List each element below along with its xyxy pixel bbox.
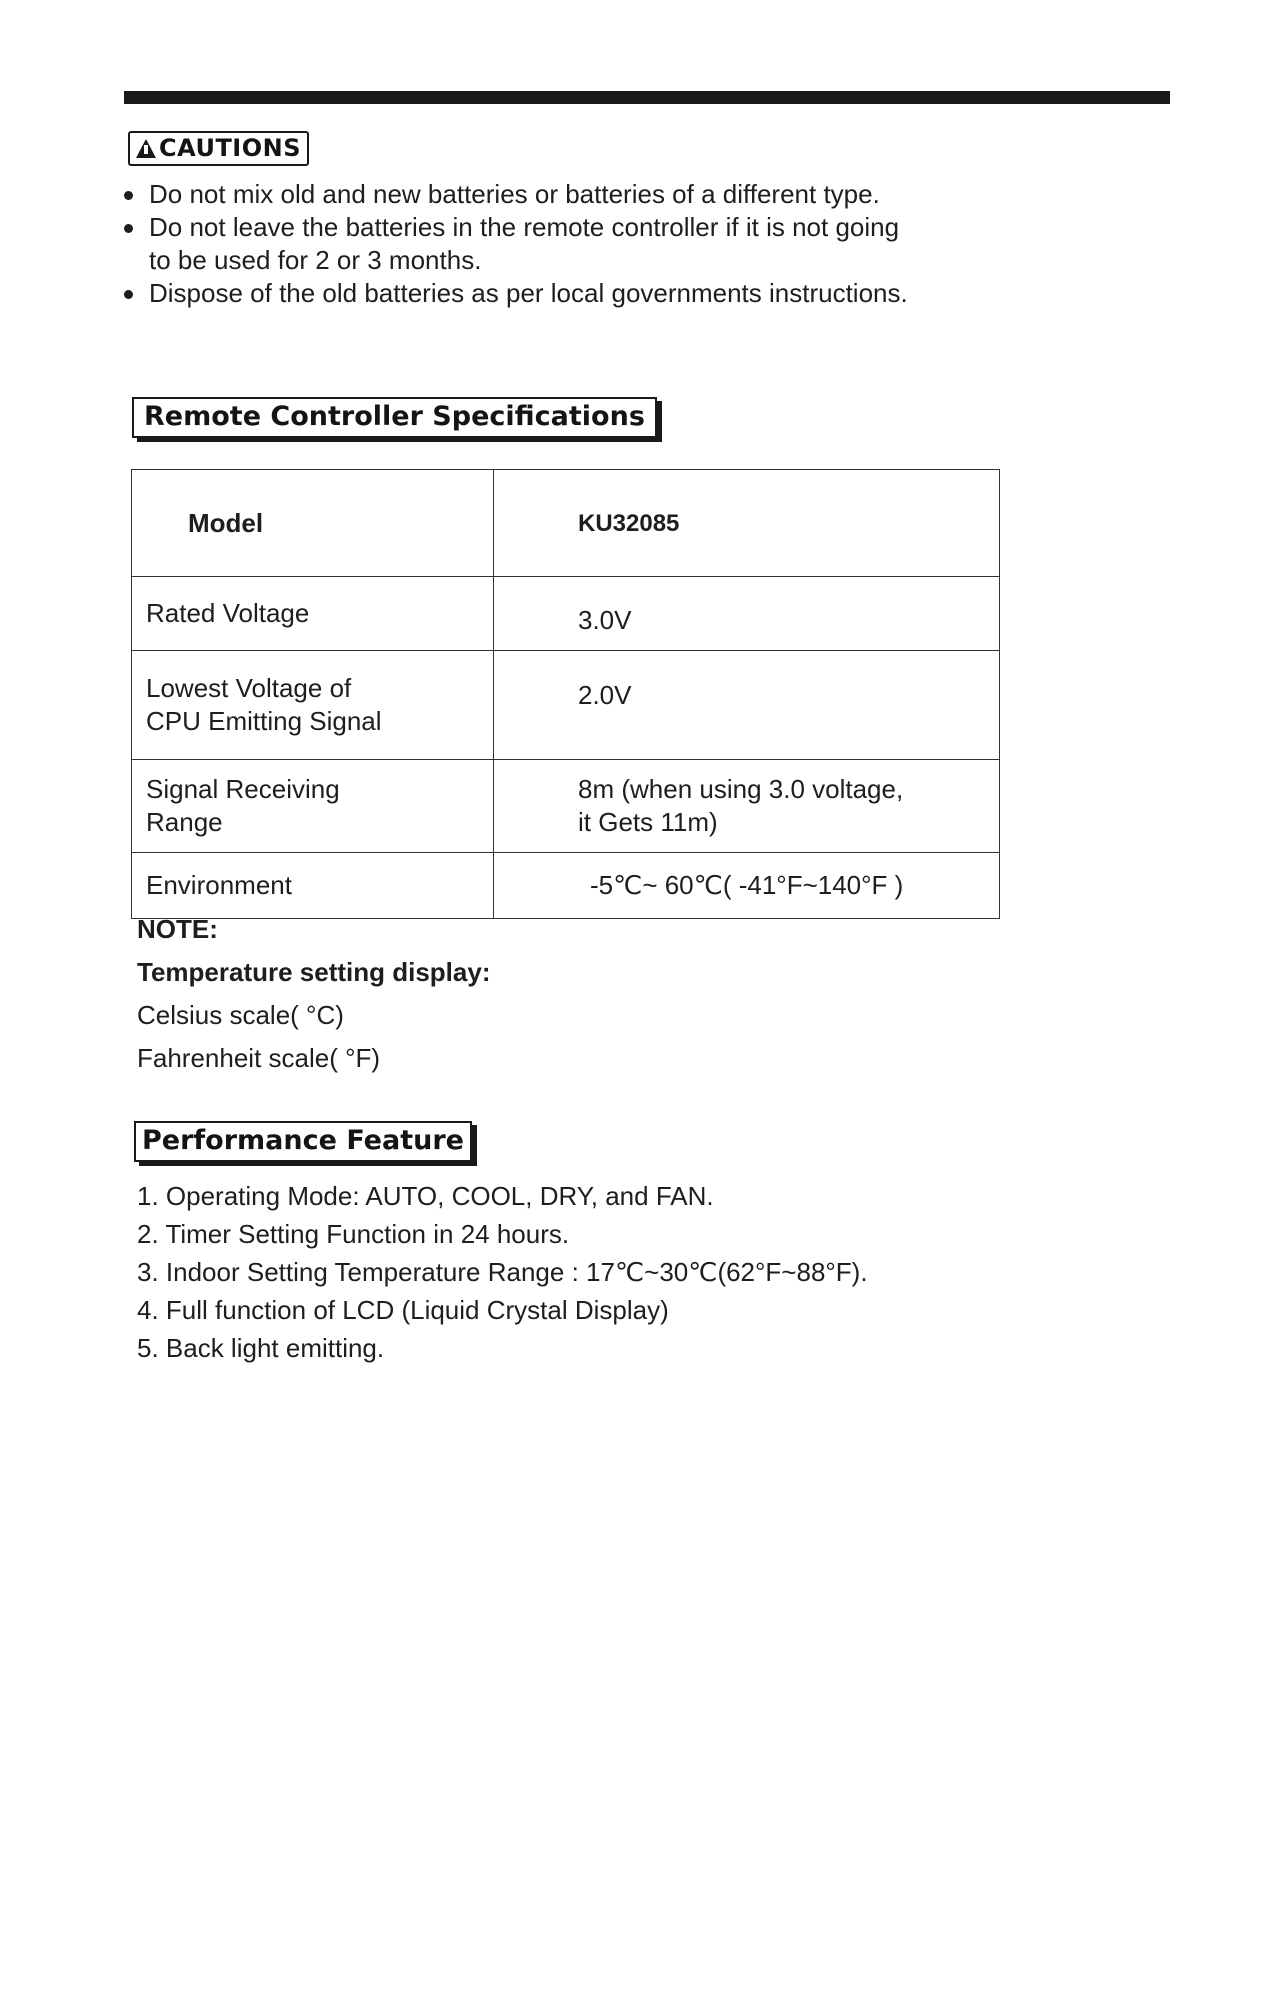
spec-value-environment: -5℃~ 60℃( -41°F~140°F ) (494, 853, 1000, 919)
list-item: 4. Full function of LCD (Liquid Crystal Display) (137, 1295, 669, 1325)
table-row (132, 651, 1000, 760)
table-row (132, 470, 1000, 577)
performance-heading: Performance Feature (134, 1121, 472, 1162)
note-celsius: Celsius scale( °C) (137, 1000, 344, 1030)
performance-list (137, 1177, 868, 1367)
note-block (137, 912, 491, 1075)
specifications-table (131, 469, 1000, 919)
list-item: 2. Timer Setting Function in 24 hours. (137, 1219, 570, 1249)
spec-value-signal-range (494, 760, 1000, 853)
value-line: it Gets 11m) (578, 807, 718, 837)
bullet-icon (124, 191, 133, 200)
caution-text: Do not leave the batteries in the remote controller if it is not going (149, 212, 900, 242)
label-line: Lowest Voltage of (146, 673, 352, 703)
caution-item (122, 277, 1122, 310)
cautions-list (122, 178, 1122, 310)
header-rule (124, 91, 1170, 104)
spec-label-signal-range (132, 760, 494, 853)
note-subtitle: Temperature setting display: (137, 957, 491, 987)
note-fahrenheit: Fahrenheit scale( °F) (137, 1043, 381, 1073)
table-row (132, 853, 1000, 919)
table-row (132, 760, 1000, 853)
label-line: Range (146, 807, 223, 837)
caution-text: Dispose of the old batteries as per local governments instructions. (149, 278, 908, 308)
spec-value-rated-voltage: 3.0V (494, 577, 1000, 651)
warning-icon (136, 139, 156, 158)
caution-item (122, 178, 1122, 211)
bullet-icon (124, 224, 133, 233)
note-title: NOTE: (137, 914, 218, 944)
value-line: 8m (when using 3.0 voltage, (578, 774, 904, 804)
spec-label-lowest-voltage (132, 651, 494, 760)
list-item: 3. Indoor Setting Temperature Range : 17℃~30℃(62°F~88°F). (137, 1257, 868, 1287)
spec-value-lowest-voltage: 2.0V (494, 651, 1000, 760)
spec-label-environment: Environment (132, 853, 494, 919)
label-line: CPU Emitting Signal (146, 706, 382, 736)
caution-item (122, 211, 1122, 277)
spec-label-model: Model (132, 470, 494, 577)
spec-label-rated-voltage: Rated Voltage (132, 577, 494, 651)
table-row (132, 577, 1000, 651)
list-item: 1. Operating Mode: AUTO, COOL, DRY, and FAN. (137, 1181, 714, 1211)
label-line: Signal Receiving (146, 774, 340, 804)
cautions-heading (128, 131, 309, 166)
caution-text-continued: to be used for 2 or 3 months. (149, 245, 482, 275)
caution-text: Do not mix old and new batteries or batteries of a different type. (149, 179, 880, 209)
bullet-icon (124, 290, 133, 299)
spec-value-model: KU32085 (494, 470, 1000, 577)
cautions-heading-text: CAUTIONS (159, 134, 302, 162)
specifications-heading: Remote Controller Specifications (132, 397, 657, 438)
list-item: 5. Back light emitting. (137, 1333, 385, 1363)
